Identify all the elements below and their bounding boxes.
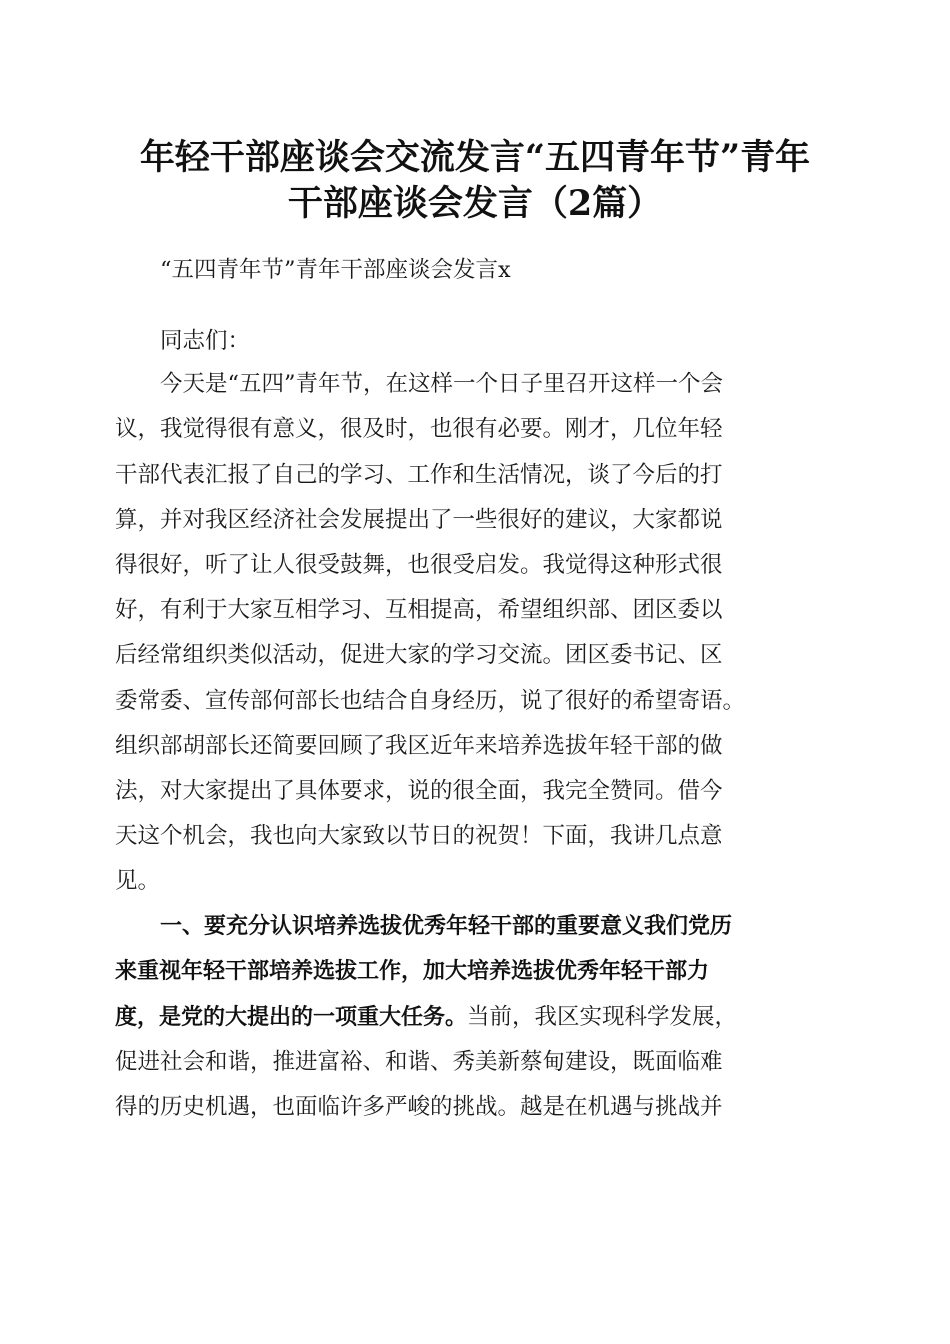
paragraph-line: 天这个机会，我也向大家致以节日的祝贺！下面，我讲几点意 <box>115 823 723 849</box>
paragraph-line: 得的历史机遇，也面临许多严峻的挑战。越是在机遇与挑战并 <box>115 1094 723 1120</box>
section-heading-line: 来重视年轻干部培养选拔工作，加大培养选拔优秀年轻干部力 <box>115 959 710 984</box>
speech-subtitle: “五四青年节”青年干部座谈会发言x <box>160 257 511 283</box>
paragraph-line: 议，我觉得很有意义，很及时，也很有必要。刚才，几位年轻 <box>115 416 723 442</box>
paragraph-line: 得很好，听了让人很受鼓舞，也很受启发。我觉得这种形式很 <box>115 552 723 578</box>
paragraph-line: 促进社会和谐，推进富裕、和谐、秀美新蔡甸建设，既面临难 <box>115 1049 723 1075</box>
section-heading-line: 一、要充分认识培养选拔优秀年轻干部的重要意义我们党历 <box>160 914 733 939</box>
document-title-line-1: 年轻干部座谈会交流发言“五四青年节”青年 <box>139 137 811 178</box>
paragraph-text: 当前，我区实现科学发展， <box>467 1004 738 1030</box>
paragraph-line: 干部代表汇报了自己的学习、工作和生活情况，谈了今后的打 <box>115 462 723 488</box>
paragraph-line: 后经常组织类似活动，促进大家的学习交流。团区委书记、区 <box>115 642 723 668</box>
document-title-line-2: 干部座谈会发言（2篇） <box>287 183 663 224</box>
paragraph-line <box>115 1002 737 1033</box>
paragraph-line: 见。 <box>115 868 161 894</box>
paragraph-line: 组织部胡部长还简要回顾了我区近年来培养选拔年轻干部的做 <box>115 733 723 759</box>
paragraph-line: 算，并对我区经济社会发展提出了一些很好的建议，大家都说 <box>115 507 723 533</box>
salutation: 同志们： <box>160 328 251 354</box>
paragraph-line: 好，有利于大家互相学习、互相提高，希望组织部、团区委以 <box>115 597 723 623</box>
paragraph-line: 委常委、宣传部何部长也结合自身经历，说了很好的希望寄语。 <box>115 688 746 714</box>
paragraph-line: 法，对大家提出了具体要求，说的很全面，我完全赞同。借今 <box>115 778 723 804</box>
section-heading-tail: 度，是党的大提出的一项重大任务。 <box>115 1005 468 1030</box>
paragraph-line: 今天是“五四”青年节，在这样一个日子里召开这样一个会 <box>160 371 724 397</box>
